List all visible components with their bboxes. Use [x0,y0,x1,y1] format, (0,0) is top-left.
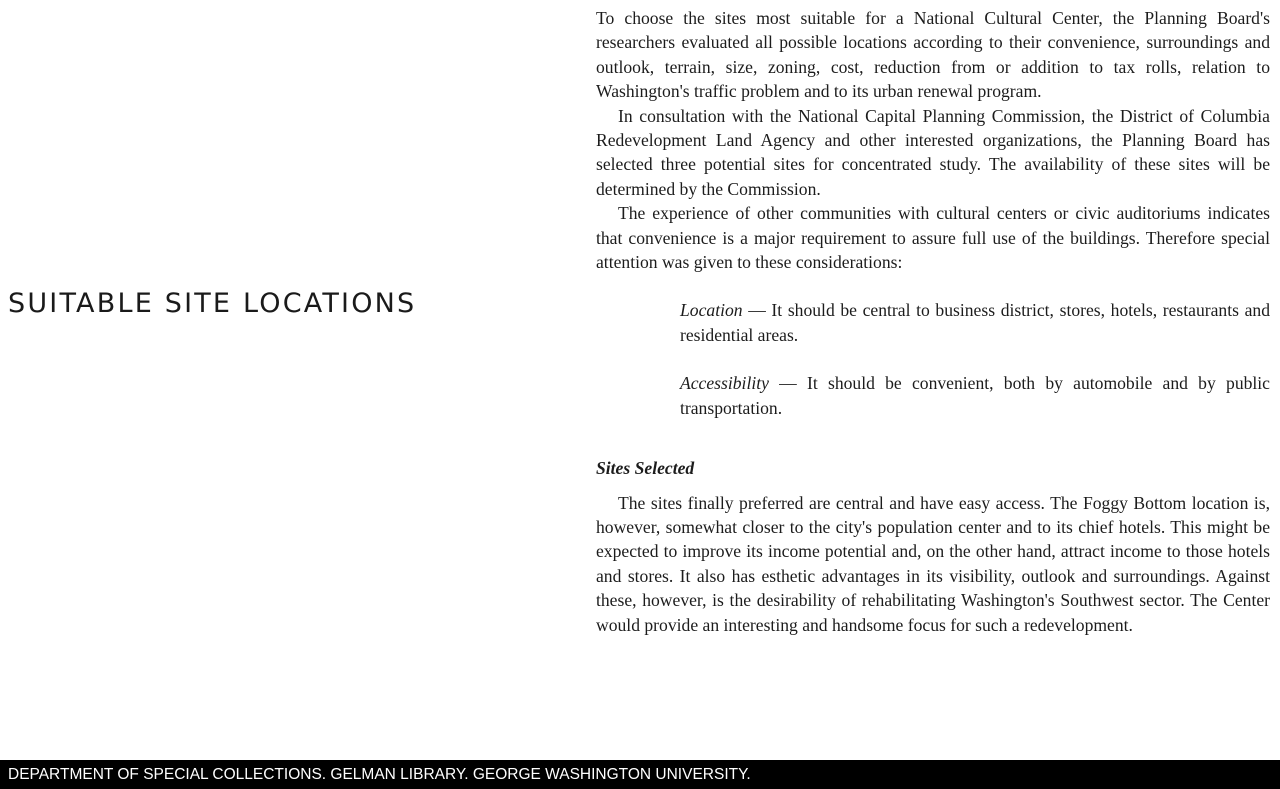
criteria-list [680,298,1270,420]
experience-paragraph: The experience of other communities with cultural centers or civic auditoriums indicates that convenience is a major requirement to assure full use of the buildings. Therefore special attention was given to these considerations: [596,203,1270,273]
section-title: SUITABLE SITE LOCATIONS [8,288,417,319]
criterion-term: Accessibility [680,373,769,394]
sites-selected-paragraph: The sites finally preferred are central and have easy access. The Foggy Bottom location is, however, somewhat closer to the city's population center and to its chief hotels. This might be expected to improve its income potential and, on the other hand, attract income to those hotels and stores. It also has esthetic advantages in its visibility, outlook and surroundings. Against these, however, is the desirability of rehabilitating Washington's Southwest sector. The Center would provide an interesting and handsome focus for such a redevelopment. [596,492,1270,635]
consultation-paragraph: In consultation with the National Capital Planning Commission, the District of Columbia Redevelopment Land Agency and other interested organizations, the Planning Board has selected three potential sites for concentrated study. The availability of these sites will be determined by the Commission. [596,105,1270,199]
criterion-text: — It should be convenient, both by automobile and by public transportation. [680,373,1270,418]
body-column [596,6,1270,637]
intro-paragraph: To choose the sites most suitable for a National Cultural Center, the Planning Board's researchers evaluated all possible locations according to their convenience, surroundings and outlook, terrain, size, zoning, cost, reduction from or addition to tax rolls, relation to Washington's traffic problem and to its urban renewal program. [596,8,1270,102]
credit-footer: DEPARTMENT OF SPECIAL COLLECTIONS. GELMAN LIBRARY. GEORGE WASHINGTON UNIVERSITY. [0,760,1280,789]
sites-selected-heading: Sites Selected [596,458,695,479]
criterion-text: — It should be central to business district, stores, hotels, restaurants and residential areas. [680,300,1270,345]
criterion-term: Location [680,300,743,321]
criterion-location [680,298,1270,347]
criterion-accessibility [680,371,1270,420]
